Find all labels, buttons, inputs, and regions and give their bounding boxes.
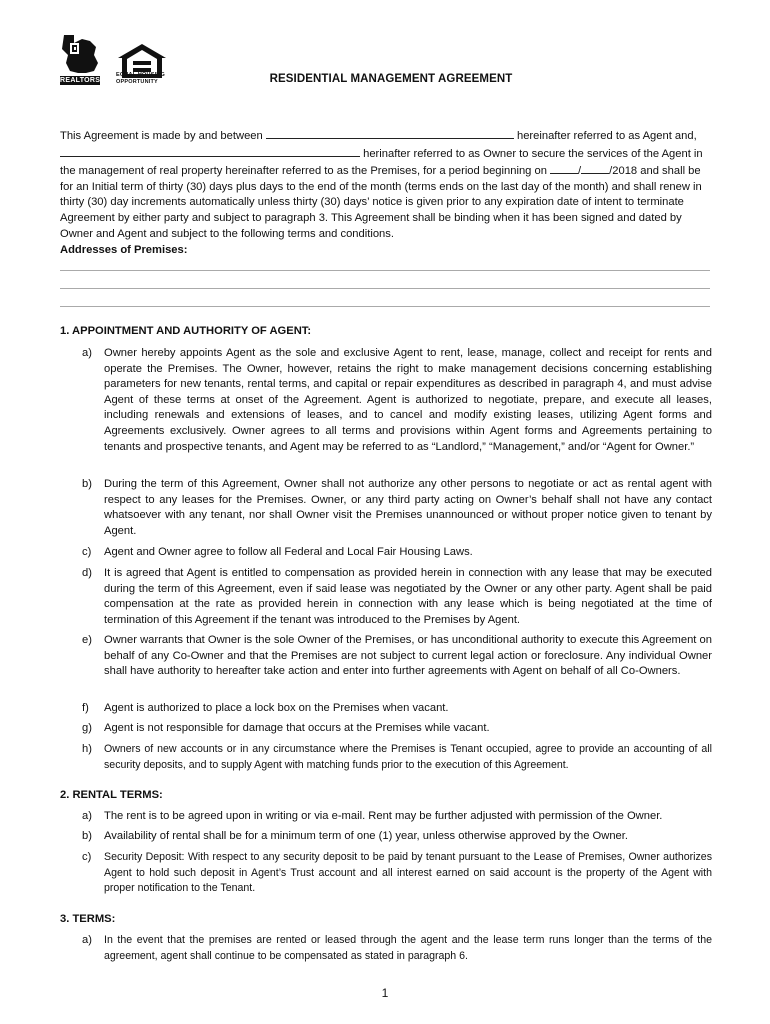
start-month-field[interactable] [550,162,578,174]
address-line-1[interactable] [60,270,710,271]
start-day-field[interactable] [581,162,609,174]
section-1-item-e: e) Owner warrants that Owner is the sole Owner of the Premises, or has unconditional authority to execute this Agreement on behalf of any Co-Owner and that the Premises are not subject to current legal action or foreclosure. Any individual Owner shall have authority to hereafter take action and enter into further agreements with Agent on behalf of all Co-Owners. [82,634,712,678]
agent-name-field[interactable] [266,127,514,139]
section-1-item-g: g) Agent is not responsible for damage that occurs at the Premises while vacant. [82,722,490,734]
intro-paragraph: This Agreement is made by and between hereinafter referred to as Agent and, herinafter referred to as Owner to secure the services of the Agent in the management of real property hereinafter referred to as the Premises, for a period beginning on / /2018 and shall be for an Initial term of thirty (30) days plus days to the end of the month (terms ends on the last day of the month) and shall renew in thirty (30) day increments automatically unless thirty (30) days’ notice is given prior to any expiration date of intent to terminate Agreement by either party and subject to paragraph 3. This Agreement shall be binding when it has been signed and dated by Owner and Agent and subject to the following terms and conditions. [60,127,712,242]
page-number: 1 [381,986,389,1000]
section-3-item-a: a) In the event that the premises are rented or leased through the agent and the lease term runs longer than the terms of the agreement, agent shall continue to be compensated as stated in paragraph 6. [82,934,712,962]
section-1-item-b: b) During the term of this Agreement, Owner shall not authorize any other persons to negotiate or act as rental agent with respect to any leases for the Premises. Owner, or any third party acting on Owner’s behalf shall not have any contact whatsoever with any tenant, nor shall Owner visit the Premises unannounced or without proper notice given to tenant by Agent. [82,478,712,537]
realtor-wordmark: REALTORS [60,77,101,84]
section-2-item-c: c) Security Deposit: With respect to any security deposit to be paid by tenant pursuant to the Lease of Premises, Owner authorizes Agent to hold such deposit in Agent’s Trust account and all interest earned on said account is the property of the Agent with proper notification to the Tenant. [82,851,712,895]
section-2-item-a: a) The rent is to be agreed upon in writing or via e-mail. Rent may be further adjusted with permission of the Owner. [82,810,663,822]
equal-housing-caption: EQUAL HOUSING OPPORTUNITY [116,72,165,85]
section-1-item-a: a) Owner hereby appoints Agent as the sole and exclusive Agent to rent, lease, manage, collect and receipt for rents and operate the Premises. The Owner, however, retains the right to make management decisions concerning establishing parameters for new tenants, rental terms, and capital or repair expenditures as described in paragraph 4, and must advise Agent of these terms at onset of the Agreement. Agent is authorized to negotiate, prepare, and execute all leases, including renewals and extensions of leases, and to cancel and modify existing leases, utilizing Agent forms and Agreements exclusively. Owner agrees to all terms and provisions within Agent forms and Agreements pertaining to tenants and prospective tenants, and Agent may be referred to as “Landlord,” “Management,” and/or “Agent for Owner.” [82,347,712,453]
owner-name-field[interactable] [60,145,360,157]
section-1-item-f: f) Agent is authorized to place a lock box on the Premises when vacant. [82,702,449,714]
address-line-3[interactable] [60,306,710,307]
addresses-label: Addresses of Premises: [60,244,188,256]
section-1-heading: 1. APPOINTMENT AND AUTHORITY OF AGENT: [60,325,312,337]
section-1-item-d: d) It is agreed that Agent is entitled to compensation as provided herein in connection with any lease that may be executed during the term of this Agreement, even if said lease was negotiated by the Owner or any other party. Agent shall be paid compensation at the rate as provided herein in connection with any lease which is being negotiated at the time of termination of this Agreement if the tenant was introduced to the Premises by Agent. [82,567,712,626]
document-title: RESIDENTIAL MANAGEMENT AGREEMENT [269,73,513,85]
section-2-item-b: b) Availability of rental shall be for a minimum term of one (1) year, unless otherwise approved by the Owner. [82,830,628,842]
section-2-heading: 2. RENTAL TERMS: [60,789,163,801]
section-1-item-h: h) Owners of new accounts or in any circumstance where the Premises is Tenant occupied, agree to provide an accounting of all security deposits, and to supply Agent with matching funds prior to the execution of this Agreement. [82,743,712,771]
address-line-2[interactable] [60,288,710,289]
section-3-heading: 3. TERMS: [60,913,116,925]
section-1-item-c: c) Agent and Owner agree to follow all Federal and Local Fair Housing Laws. [82,546,473,558]
